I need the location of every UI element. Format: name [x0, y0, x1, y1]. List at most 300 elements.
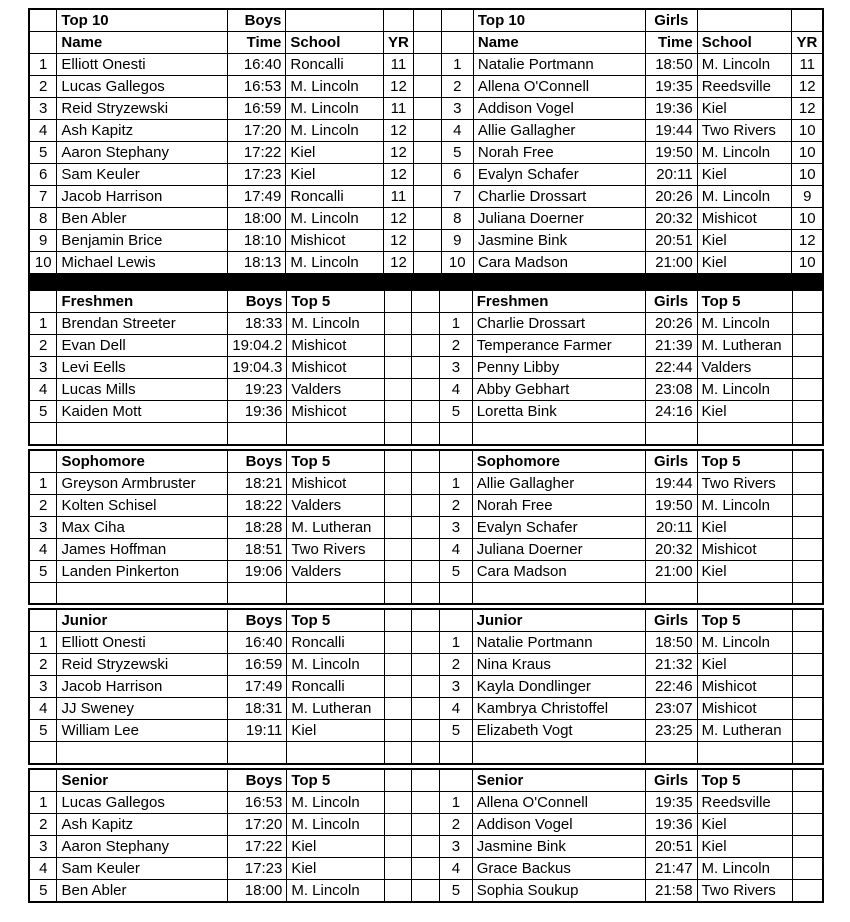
- class-girls-table: [440, 610, 822, 763]
- table-row: [440, 791, 822, 813]
- time-cell: 21:00: [645, 252, 697, 274]
- runner-name-cell: Evalyn Schafer: [472, 516, 645, 538]
- table-row: [440, 857, 822, 879]
- empty-row: [440, 742, 822, 763]
- time-cell: 19:36: [645, 98, 697, 120]
- rank-cell: 2: [440, 654, 472, 676]
- gender-label-cell: Girls: [645, 451, 697, 473]
- table-row: [442, 186, 822, 208]
- school-cell: Roncalli: [286, 186, 384, 208]
- runner-name-cell: Reid Stryzewski: [57, 98, 227, 120]
- school-cell: M. Lincoln: [697, 142, 792, 164]
- school-cell: M. Lutheran: [287, 698, 385, 720]
- spacer-cell: [412, 472, 440, 494]
- spacer-cell: [412, 879, 440, 901]
- blank-cell: [792, 516, 822, 538]
- blank-cell: [385, 494, 412, 516]
- blank-cell: [385, 632, 412, 654]
- school-cell: Kiel: [287, 720, 385, 742]
- school-cell: Mishicot: [287, 472, 385, 494]
- table-row: [442, 54, 822, 76]
- runner-name-cell: Nina Kraus: [472, 654, 645, 676]
- rank-cell: 8: [442, 208, 474, 230]
- gender-label-cell: Boys: [227, 10, 286, 32]
- rank-cell: 4: [30, 698, 57, 720]
- class-girls-header-row: [440, 291, 822, 313]
- time-cell: 19:04.2: [228, 335, 287, 357]
- table-row: [30, 538, 440, 560]
- rank-cell: 4: [30, 379, 57, 401]
- year-cell: 12: [384, 230, 414, 252]
- school-cell: M. Lincoln: [287, 313, 385, 335]
- blank-cell: [385, 835, 412, 857]
- blank-cell: [385, 582, 412, 603]
- school-cell: Kiel: [697, 813, 792, 835]
- class-band: [28, 449, 824, 606]
- blank-cell: [57, 423, 228, 444]
- class-girls-header-row: [440, 610, 822, 632]
- runner-name-cell: Jacob Harrison: [57, 676, 228, 698]
- time-cell: 18:51: [228, 538, 287, 560]
- time-cell: 23:25: [645, 720, 697, 742]
- table-row: [30, 632, 440, 654]
- blank-cell: [440, 291, 472, 313]
- time-cell: 17:22: [228, 835, 287, 857]
- time-cell: 16:53: [227, 76, 286, 98]
- blank-cell: [792, 742, 822, 763]
- blank-cell: [385, 813, 412, 835]
- rank-cell: 5: [30, 560, 57, 582]
- rank-cell: 3: [30, 98, 57, 120]
- table-row: [30, 494, 440, 516]
- section-title-cell: Top 10: [473, 10, 645, 32]
- blank-cell: [792, 494, 822, 516]
- time-cell: 16:40: [227, 54, 286, 76]
- year-cell: 12: [384, 142, 414, 164]
- rank-cell: 3: [442, 98, 474, 120]
- top5-label-cell: Top 5: [287, 770, 385, 792]
- school-cell: M. Lincoln: [697, 857, 792, 879]
- school-cell: M. Lincoln: [286, 120, 384, 142]
- year-cell: 10: [792, 164, 822, 186]
- blank-cell: [385, 698, 412, 720]
- school-cell: Valders: [287, 494, 385, 516]
- gender-label-cell: Boys: [228, 291, 287, 313]
- blank-cell: [228, 582, 287, 603]
- top10-girls-title-row: [442, 10, 822, 32]
- blank-cell: [440, 742, 472, 763]
- class-band: [28, 289, 824, 446]
- time-cell: 17:20: [227, 120, 286, 142]
- rank-cell: 3: [30, 676, 57, 698]
- blank-cell: [30, 742, 57, 763]
- year-cell: 12: [792, 98, 822, 120]
- blank-cell: [792, 291, 822, 313]
- class-boys-header-row: [30, 770, 440, 792]
- time-cell: 19:44: [645, 472, 697, 494]
- table-row: [30, 698, 440, 720]
- runner-name-cell: Sam Keuler: [57, 164, 227, 186]
- time-cell: 19:35: [645, 791, 697, 813]
- year-cell: 10: [792, 208, 822, 230]
- top10-boys-title-row: [30, 10, 441, 32]
- table-row: [440, 516, 822, 538]
- runner-name-cell: Kolten Schisel: [57, 494, 228, 516]
- school-cell: Kiel: [697, 230, 792, 252]
- table-row: [30, 208, 441, 230]
- time-cell: 21:47: [645, 857, 697, 879]
- gender-label-cell: Girls: [645, 610, 697, 632]
- runner-name-cell: Jacob Harrison: [57, 186, 227, 208]
- name-header-cell: Name: [473, 32, 645, 54]
- year-cell: 11: [384, 186, 414, 208]
- runner-name-cell: Lucas Gallegos: [57, 791, 228, 813]
- spacer-cell: [412, 313, 440, 335]
- blank-cell: [792, 879, 822, 901]
- table-row: [30, 252, 441, 274]
- time-cell: 22:46: [645, 676, 697, 698]
- year-cell: 12: [792, 230, 822, 252]
- table-row: [440, 813, 822, 835]
- blank-cell: [384, 10, 414, 32]
- rank-cell: 5: [30, 720, 57, 742]
- spacer-cell: [412, 560, 440, 582]
- year-cell: 11: [384, 54, 414, 76]
- rank-cell: 4: [440, 538, 472, 560]
- blank-cell: [440, 423, 472, 444]
- school-cell: Two Rivers: [697, 120, 792, 142]
- blank-cell: [440, 451, 472, 473]
- year-cell: 10: [798, 254, 816, 271]
- table-row: [30, 401, 440, 423]
- time-header-cell: Time: [645, 32, 697, 54]
- top5-label-cell: Top 5: [287, 291, 385, 313]
- runner-name-cell: Ash Kapitz: [57, 813, 228, 835]
- blank-cell: [228, 423, 287, 444]
- table-row: [440, 313, 822, 335]
- blank-cell: [30, 610, 57, 632]
- blank-cell: [792, 401, 822, 423]
- table-row: [440, 676, 822, 698]
- table-row: [30, 676, 440, 698]
- section-title-cell: Top 10: [57, 10, 227, 32]
- school-cell: Kiel: [697, 164, 792, 186]
- runner-name-cell: Lucas Mills: [57, 379, 228, 401]
- rank-cell: 1: [442, 54, 474, 76]
- table-row: [440, 720, 822, 742]
- blank-cell: [697, 10, 792, 32]
- school-cell: Mishicot: [287, 401, 385, 423]
- runner-name-cell: Kaiden Mott: [57, 401, 228, 423]
- table-row: [30, 186, 441, 208]
- blank-cell: [385, 879, 412, 901]
- school-cell: M. Lincoln: [697, 54, 792, 76]
- time-cell: 17:23: [228, 857, 287, 879]
- school-cell: M. Lutheran: [697, 335, 792, 357]
- runner-name-cell: Lucas Gallegos: [57, 76, 227, 98]
- table-row: [30, 76, 441, 98]
- rank-cell: 3: [440, 516, 472, 538]
- top5-label-cell: Top 5: [697, 291, 792, 313]
- school-cell: Two Rivers: [697, 472, 792, 494]
- table-row: [30, 720, 440, 742]
- time-cell: 24:16: [645, 401, 697, 423]
- table-row: [30, 120, 441, 142]
- time-cell: 19:50: [645, 142, 697, 164]
- school-cell: M. Lincoln: [286, 98, 384, 120]
- time-cell: 21:32: [645, 654, 697, 676]
- blank-cell: [385, 516, 412, 538]
- spacer-cell: [413, 186, 441, 208]
- rank-cell: 6: [30, 164, 57, 186]
- class-boys-table: [30, 770, 440, 901]
- blank-cell: [385, 720, 412, 742]
- school-cell: Valders: [287, 379, 385, 401]
- school-cell: Mishicot: [697, 208, 792, 230]
- runner-name-cell: Evalyn Schafer: [473, 164, 645, 186]
- rank-cell: 2: [30, 335, 57, 357]
- blank-cell: [440, 610, 472, 632]
- blank-cell: [385, 676, 412, 698]
- blank-cell: [697, 742, 792, 763]
- top5-label-cell: Top 5: [697, 770, 792, 792]
- time-cell: 17:49: [228, 676, 287, 698]
- time-cell: 16:59: [228, 654, 287, 676]
- spacer-cell: [412, 654, 440, 676]
- blank-cell: [792, 632, 822, 654]
- top10-band: [28, 8, 824, 275]
- runner-name-cell: Brendan Streeter: [57, 313, 228, 335]
- table-row: [30, 313, 440, 335]
- rank-cell: 5: [440, 560, 472, 582]
- runner-name-cell: Aaron Stephany: [57, 142, 227, 164]
- blank-cell: [442, 32, 474, 54]
- blank-cell: [385, 291, 412, 313]
- spacer-cell: [412, 582, 440, 603]
- time-cell: 20:11: [645, 164, 697, 186]
- table-row: [440, 357, 822, 379]
- school-cell: M. Lincoln: [697, 379, 792, 401]
- blank-cell: [57, 582, 228, 603]
- school-cell: Reedsville: [697, 76, 792, 98]
- time-cell: 20:11: [645, 516, 697, 538]
- runner-name-cell: Benjamin Brice: [57, 230, 227, 252]
- table-row: [440, 698, 822, 720]
- table-row: [30, 142, 441, 164]
- time-header-cell: Time: [227, 32, 286, 54]
- top10-girls-table: [442, 10, 822, 273]
- runner-name-cell: Kambrya Christoffel: [472, 698, 645, 720]
- time-cell: 20:26: [645, 186, 697, 208]
- blank-cell: [385, 857, 412, 879]
- gender-label-cell: Boys: [228, 770, 287, 792]
- blank-cell: [792, 610, 822, 632]
- blank-cell: [385, 335, 412, 357]
- time-cell: 19:50: [645, 494, 697, 516]
- spacer-cell: [412, 698, 440, 720]
- spacer-cell: [413, 32, 441, 54]
- runner-name-cell: Aaron Stephany: [57, 835, 228, 857]
- rank-cell: 1: [30, 791, 57, 813]
- table-row: [30, 54, 441, 76]
- blank-cell: [792, 423, 822, 444]
- blank-cell: [30, 291, 57, 313]
- table-row: [440, 335, 822, 357]
- top5-label-cell: Top 5: [287, 451, 385, 473]
- school-cell: Kiel: [697, 560, 792, 582]
- runner-name-cell: Jasmine Bink: [472, 835, 645, 857]
- time-cell: 21:00: [645, 560, 697, 582]
- blank-cell: [792, 857, 822, 879]
- table-row: [30, 857, 440, 879]
- school-cell: Mishicot: [286, 230, 384, 252]
- blank-cell: [792, 472, 822, 494]
- blank-cell: [287, 423, 385, 444]
- spacer-cell: [413, 164, 441, 186]
- section-title-cell: Sophomore: [472, 451, 645, 473]
- blank-cell: [30, 32, 57, 54]
- year-cell: 12: [384, 76, 414, 98]
- runner-name-cell: JJ Sweney: [57, 698, 228, 720]
- spacer-cell: [412, 857, 440, 879]
- blank-cell: [792, 10, 822, 32]
- time-cell: 19:11: [228, 720, 287, 742]
- spacer-cell: [413, 230, 441, 252]
- year-cell: 12: [384, 120, 414, 142]
- table-row: [440, 401, 822, 423]
- gender-label-cell: Girls: [645, 291, 697, 313]
- table-row: [30, 654, 440, 676]
- spacer-cell: [412, 610, 440, 632]
- class-girls-header-row: [440, 770, 822, 792]
- year-cell: 11: [384, 98, 414, 120]
- school-cell: Kiel: [697, 252, 792, 274]
- spacer-cell: [413, 54, 441, 76]
- runner-name-cell: Juliana Doerner: [472, 538, 645, 560]
- rank-cell: 5: [30, 401, 57, 423]
- rank-cell: 1: [30, 54, 57, 76]
- runner-name-cell: Penny Libby: [472, 357, 645, 379]
- table-row: [30, 879, 440, 901]
- time-cell: 21:58: [645, 879, 697, 901]
- rank-cell: 3: [30, 835, 57, 857]
- blank-cell: [228, 742, 287, 763]
- blank-cell: [385, 472, 412, 494]
- runner-name-cell: Grace Backus: [472, 857, 645, 879]
- time-cell: 18:22: [228, 494, 287, 516]
- table-row: [440, 560, 822, 582]
- school-cell: Kiel: [286, 142, 384, 164]
- spacer-cell: [413, 10, 441, 32]
- class-girls-table: [440, 770, 822, 901]
- runner-name-cell: Elliott Onesti: [57, 632, 228, 654]
- year-cell: 11: [792, 54, 822, 76]
- runner-name-cell: Max Ciha: [57, 516, 228, 538]
- spacer-cell: [413, 76, 441, 98]
- section-title-cell: Junior: [472, 610, 645, 632]
- blank-cell: [792, 770, 822, 792]
- runner-name-cell: Allena O'Connell: [472, 791, 645, 813]
- time-cell: 20:32: [645, 208, 697, 230]
- time-cell: 17:23: [227, 164, 286, 186]
- blank-cell: [442, 10, 474, 32]
- school-cell: M. Lincoln: [697, 632, 792, 654]
- runner-name-cell: Evan Dell: [57, 335, 228, 357]
- blank-cell: [385, 401, 412, 423]
- rank-cell: 1: [30, 313, 57, 335]
- blank-cell: [792, 835, 822, 857]
- runner-name-cell: Ash Kapitz: [57, 120, 227, 142]
- rank-cell: 3: [440, 676, 472, 698]
- rank-cell: 1: [440, 472, 472, 494]
- class-girls-table: [440, 291, 822, 444]
- school-cell: Kiel: [697, 98, 792, 120]
- rank-cell: 1: [440, 791, 472, 813]
- spacer-cell: [412, 357, 440, 379]
- table-row: [30, 164, 441, 186]
- blank-cell: [30, 770, 57, 792]
- runner-name-cell: Elizabeth Vogt: [472, 720, 645, 742]
- spacer-cell: [412, 676, 440, 698]
- blank-cell: [440, 582, 472, 603]
- spacer-cell: [412, 632, 440, 654]
- time-cell: 19:04.3: [228, 357, 287, 379]
- runner-name-cell: Temperance Farmer: [472, 335, 645, 357]
- table-row: [440, 494, 822, 516]
- rank-cell: 4: [30, 857, 57, 879]
- spacer-cell: [413, 98, 441, 120]
- top5-label-cell: Top 5: [697, 610, 792, 632]
- runner-name-cell: Cara Madson: [472, 560, 645, 582]
- spacer-cell: [412, 770, 440, 792]
- year-cell: 10: [792, 120, 822, 142]
- runner-name-cell: Natalie Portmann: [473, 54, 645, 76]
- blank-cell: [792, 379, 822, 401]
- blank-cell: [472, 582, 645, 603]
- school-cell: Mishicot: [697, 676, 792, 698]
- empty-row: [440, 582, 822, 603]
- school-cell: M. Lutheran: [697, 720, 792, 742]
- table-row: [30, 472, 440, 494]
- table-row: [30, 335, 440, 357]
- time-cell: 19:36: [228, 401, 287, 423]
- time-cell: 17:22: [227, 142, 286, 164]
- blank-cell: [385, 742, 412, 763]
- rank-cell: 2: [440, 813, 472, 835]
- rank-cell: 9: [30, 230, 57, 252]
- rank-cell: 5: [440, 401, 472, 423]
- school-cell: Kiel: [697, 654, 792, 676]
- blank-cell: [697, 582, 792, 603]
- class-boys-table: [30, 610, 440, 763]
- black-divider-bar: [28, 275, 824, 289]
- rank-cell: 4: [30, 538, 57, 560]
- school-cell: M. Lincoln: [697, 313, 792, 335]
- spacer-cell: [412, 835, 440, 857]
- table-row: [442, 142, 822, 164]
- gender-label-cell: Girls: [645, 10, 697, 32]
- blank-cell: [287, 742, 385, 763]
- blank-cell: [645, 742, 697, 763]
- rank-cell: 2: [30, 654, 57, 676]
- blank-cell: [57, 742, 228, 763]
- school-cell: Mishicot: [287, 357, 385, 379]
- school-cell: Kiel: [287, 857, 385, 879]
- runner-name-cell: Allie Gallagher: [472, 472, 645, 494]
- time-cell: 20:51: [645, 230, 697, 252]
- rank-cell: 3: [440, 835, 472, 857]
- time-cell: 19:36: [645, 813, 697, 835]
